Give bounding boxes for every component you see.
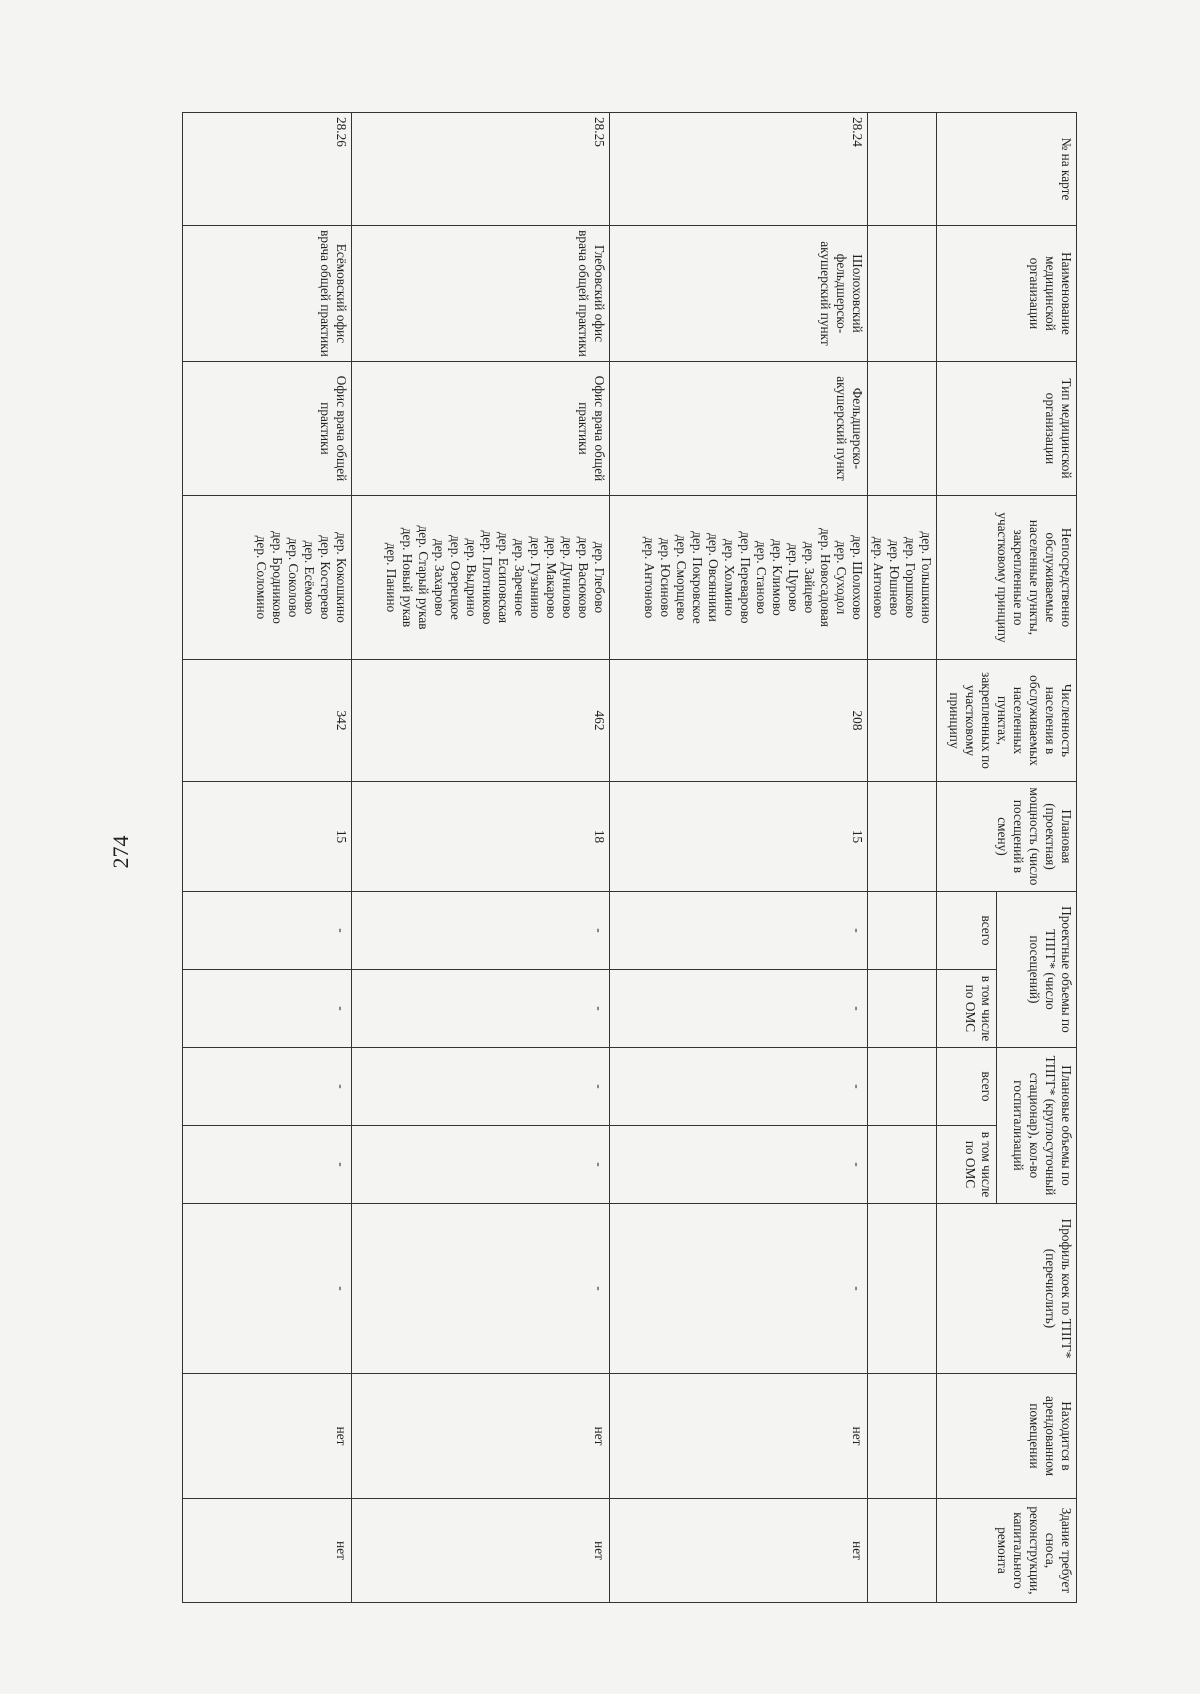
header-repair: Здание требует сноса, реконструкции, капитального ремонта bbox=[937, 1499, 1077, 1603]
row-visits-total: - bbox=[610, 892, 868, 970]
row-type: Офис врача общей практики bbox=[352, 362, 610, 496]
row-name: Есёмовский офис врача общей практики bbox=[183, 226, 352, 362]
row-rented: нет bbox=[352, 1374, 610, 1499]
header-name: Наименование медицинской организации bbox=[937, 226, 1077, 362]
settlement-item: дер. Есиповская bbox=[496, 531, 511, 624]
row-name: Шолоховский фельдшерско-акушерский пункт bbox=[610, 226, 868, 362]
settlement-item: дер. Холмино bbox=[722, 538, 737, 617]
row-population: 342 bbox=[183, 660, 352, 782]
settlement-item: дер. Бродниково bbox=[270, 531, 285, 624]
row-capacity: 15 bbox=[610, 782, 868, 892]
settlement-item: дер. Озерецкое bbox=[448, 535, 463, 620]
header-hosp: Плановые объемы по ТПГГ* (круглосуточный стационар), кол-во госпитализаций bbox=[997, 1048, 1077, 1204]
row-hosp-total: - bbox=[610, 1048, 868, 1126]
table-container bbox=[182, 112, 1077, 1595]
continuation-settlements bbox=[868, 496, 937, 660]
row-rented: нет bbox=[610, 1374, 868, 1499]
settlement-item: дер. Макарово bbox=[544, 536, 559, 619]
row-repair: нет bbox=[352, 1499, 610, 1603]
header-type: Тип медицинской организации bbox=[937, 362, 1077, 496]
row-visits-oms: - bbox=[183, 970, 352, 1048]
row-type: Офис врача общей практики bbox=[183, 362, 352, 496]
settlement-item: дер. Заречное bbox=[512, 538, 527, 617]
settlement-item: дер. Новый рукав bbox=[400, 527, 415, 628]
row-beds: - bbox=[352, 1204, 610, 1374]
row-visits-oms: - bbox=[352, 970, 610, 1048]
settlement-item: дер. Суходол bbox=[834, 540, 849, 615]
settlement-item: дер. Покровское bbox=[690, 531, 705, 624]
row-type: Фельдшерско-акушерский пункт bbox=[610, 362, 868, 496]
row-num: 28.25 bbox=[352, 113, 610, 226]
settlement-item: дер. Голышкино bbox=[919, 531, 934, 624]
settlement-item: дер. Васюково bbox=[576, 536, 591, 619]
settlement-item: дер. Старый рукав bbox=[416, 525, 431, 630]
row-hosp-oms: - bbox=[352, 1126, 610, 1204]
settlement-item: дер. Юсиново bbox=[658, 537, 673, 618]
settlement-item: дер. Плотниково bbox=[480, 530, 495, 625]
row-hosp-oms: - bbox=[610, 1126, 868, 1204]
settlement-item: дер. Юшнево bbox=[887, 539, 902, 616]
row-settlements bbox=[183, 496, 352, 660]
row-beds: - bbox=[183, 1204, 352, 1374]
settlement-item: дер. Соколово bbox=[286, 537, 301, 618]
row-hosp-oms: - bbox=[183, 1126, 352, 1204]
settlement-item: дер. Соломино bbox=[254, 535, 269, 620]
row-capacity: 18 bbox=[352, 782, 610, 892]
row-beds: - bbox=[610, 1204, 868, 1374]
settlement-item: дер. Новосадовая bbox=[818, 528, 833, 627]
medical-organizations-table bbox=[182, 112, 1077, 1603]
settlement-item: дер. Дунилово bbox=[560, 536, 575, 619]
settlement-item: дер. Горшково bbox=[903, 536, 918, 619]
table-row bbox=[183, 113, 352, 1603]
settlement-item: дер. Захарово bbox=[432, 538, 447, 617]
row-num: 28.26 bbox=[183, 113, 352, 226]
header-num: № на карте bbox=[937, 113, 1077, 226]
settlement-item: дер. Гузынино bbox=[528, 536, 543, 619]
header-hosp-oms: в том числе по ОМС bbox=[937, 1126, 997, 1204]
row-capacity: 15 bbox=[183, 782, 352, 892]
header-population: Численность населения в обслуживаемых населенных пунктах, закрепленных по участковому принципу bbox=[937, 660, 1077, 782]
settlement-item: дер. Овсянники bbox=[706, 533, 721, 622]
row-hosp-total: - bbox=[183, 1048, 352, 1126]
settlement-item: дер. Антоново bbox=[642, 536, 657, 619]
row-visits-total: - bbox=[352, 892, 610, 970]
row-repair: нет bbox=[183, 1499, 352, 1603]
settlement-item: дер. Антоново bbox=[871, 536, 886, 619]
settlement-item: дер. Шолохово bbox=[850, 535, 865, 620]
header-visits: Проектные объемы по ТПГГ* (число посещений) bbox=[997, 892, 1077, 1048]
settlement-item: дер. Сморщево bbox=[674, 534, 689, 621]
settlement-item: дер. Зайцево bbox=[802, 541, 817, 614]
row-visits-oms: - bbox=[610, 970, 868, 1048]
continuation-row bbox=[868, 113, 937, 1603]
row-num: 28.24 bbox=[610, 113, 868, 226]
row-settlements bbox=[610, 496, 868, 660]
header-visits-total: всего bbox=[937, 892, 997, 970]
row-rented: нет bbox=[183, 1374, 352, 1499]
header-hosp-total: всего bbox=[937, 1048, 997, 1126]
settlement-item: дер. Есёмово bbox=[302, 540, 317, 615]
header-capacity: Плановая (проектная) мощность (число посещений в смену) bbox=[937, 782, 1077, 892]
page-number: 274 bbox=[108, 835, 133, 869]
row-hosp-total: - bbox=[352, 1048, 610, 1126]
table-row bbox=[610, 113, 868, 1603]
settlement-item: дер. Климово bbox=[770, 539, 785, 616]
header-visits-oms: в том числе по ОМС bbox=[937, 970, 997, 1048]
settlement-item: дер. Кокошкино bbox=[334, 532, 349, 623]
row-visits-total: - bbox=[183, 892, 352, 970]
settlement-item: дер. Глебово bbox=[592, 541, 607, 614]
settlement-item: дер. Костерево bbox=[318, 535, 333, 620]
settlement-item: дер. Панино bbox=[384, 542, 399, 613]
row-settlements bbox=[352, 496, 610, 660]
row-name: Глебовский офис врача общей практики bbox=[352, 226, 610, 362]
row-population: 208 bbox=[610, 660, 868, 782]
header-settlements: Непосредственно обслуживаемые населенные пункты, закрепленные по участковому принципу bbox=[937, 496, 1077, 660]
header-row bbox=[997, 113, 1077, 1603]
header-rented: Находится в арендованном помещении bbox=[937, 1374, 1077, 1499]
settlement-item: дер. Переварово bbox=[738, 531, 753, 624]
settlement-item: дер. Станово bbox=[754, 540, 769, 615]
settlement-item: дер. Выдрино bbox=[464, 538, 479, 617]
table-row bbox=[352, 113, 610, 1603]
header-beds: Профиль коек по ТПГГ* (перечислить) bbox=[937, 1204, 1077, 1374]
row-repair: нет bbox=[610, 1499, 868, 1603]
row-population: 462 bbox=[352, 660, 610, 782]
settlement-item: дер. Цурово bbox=[786, 543, 801, 612]
